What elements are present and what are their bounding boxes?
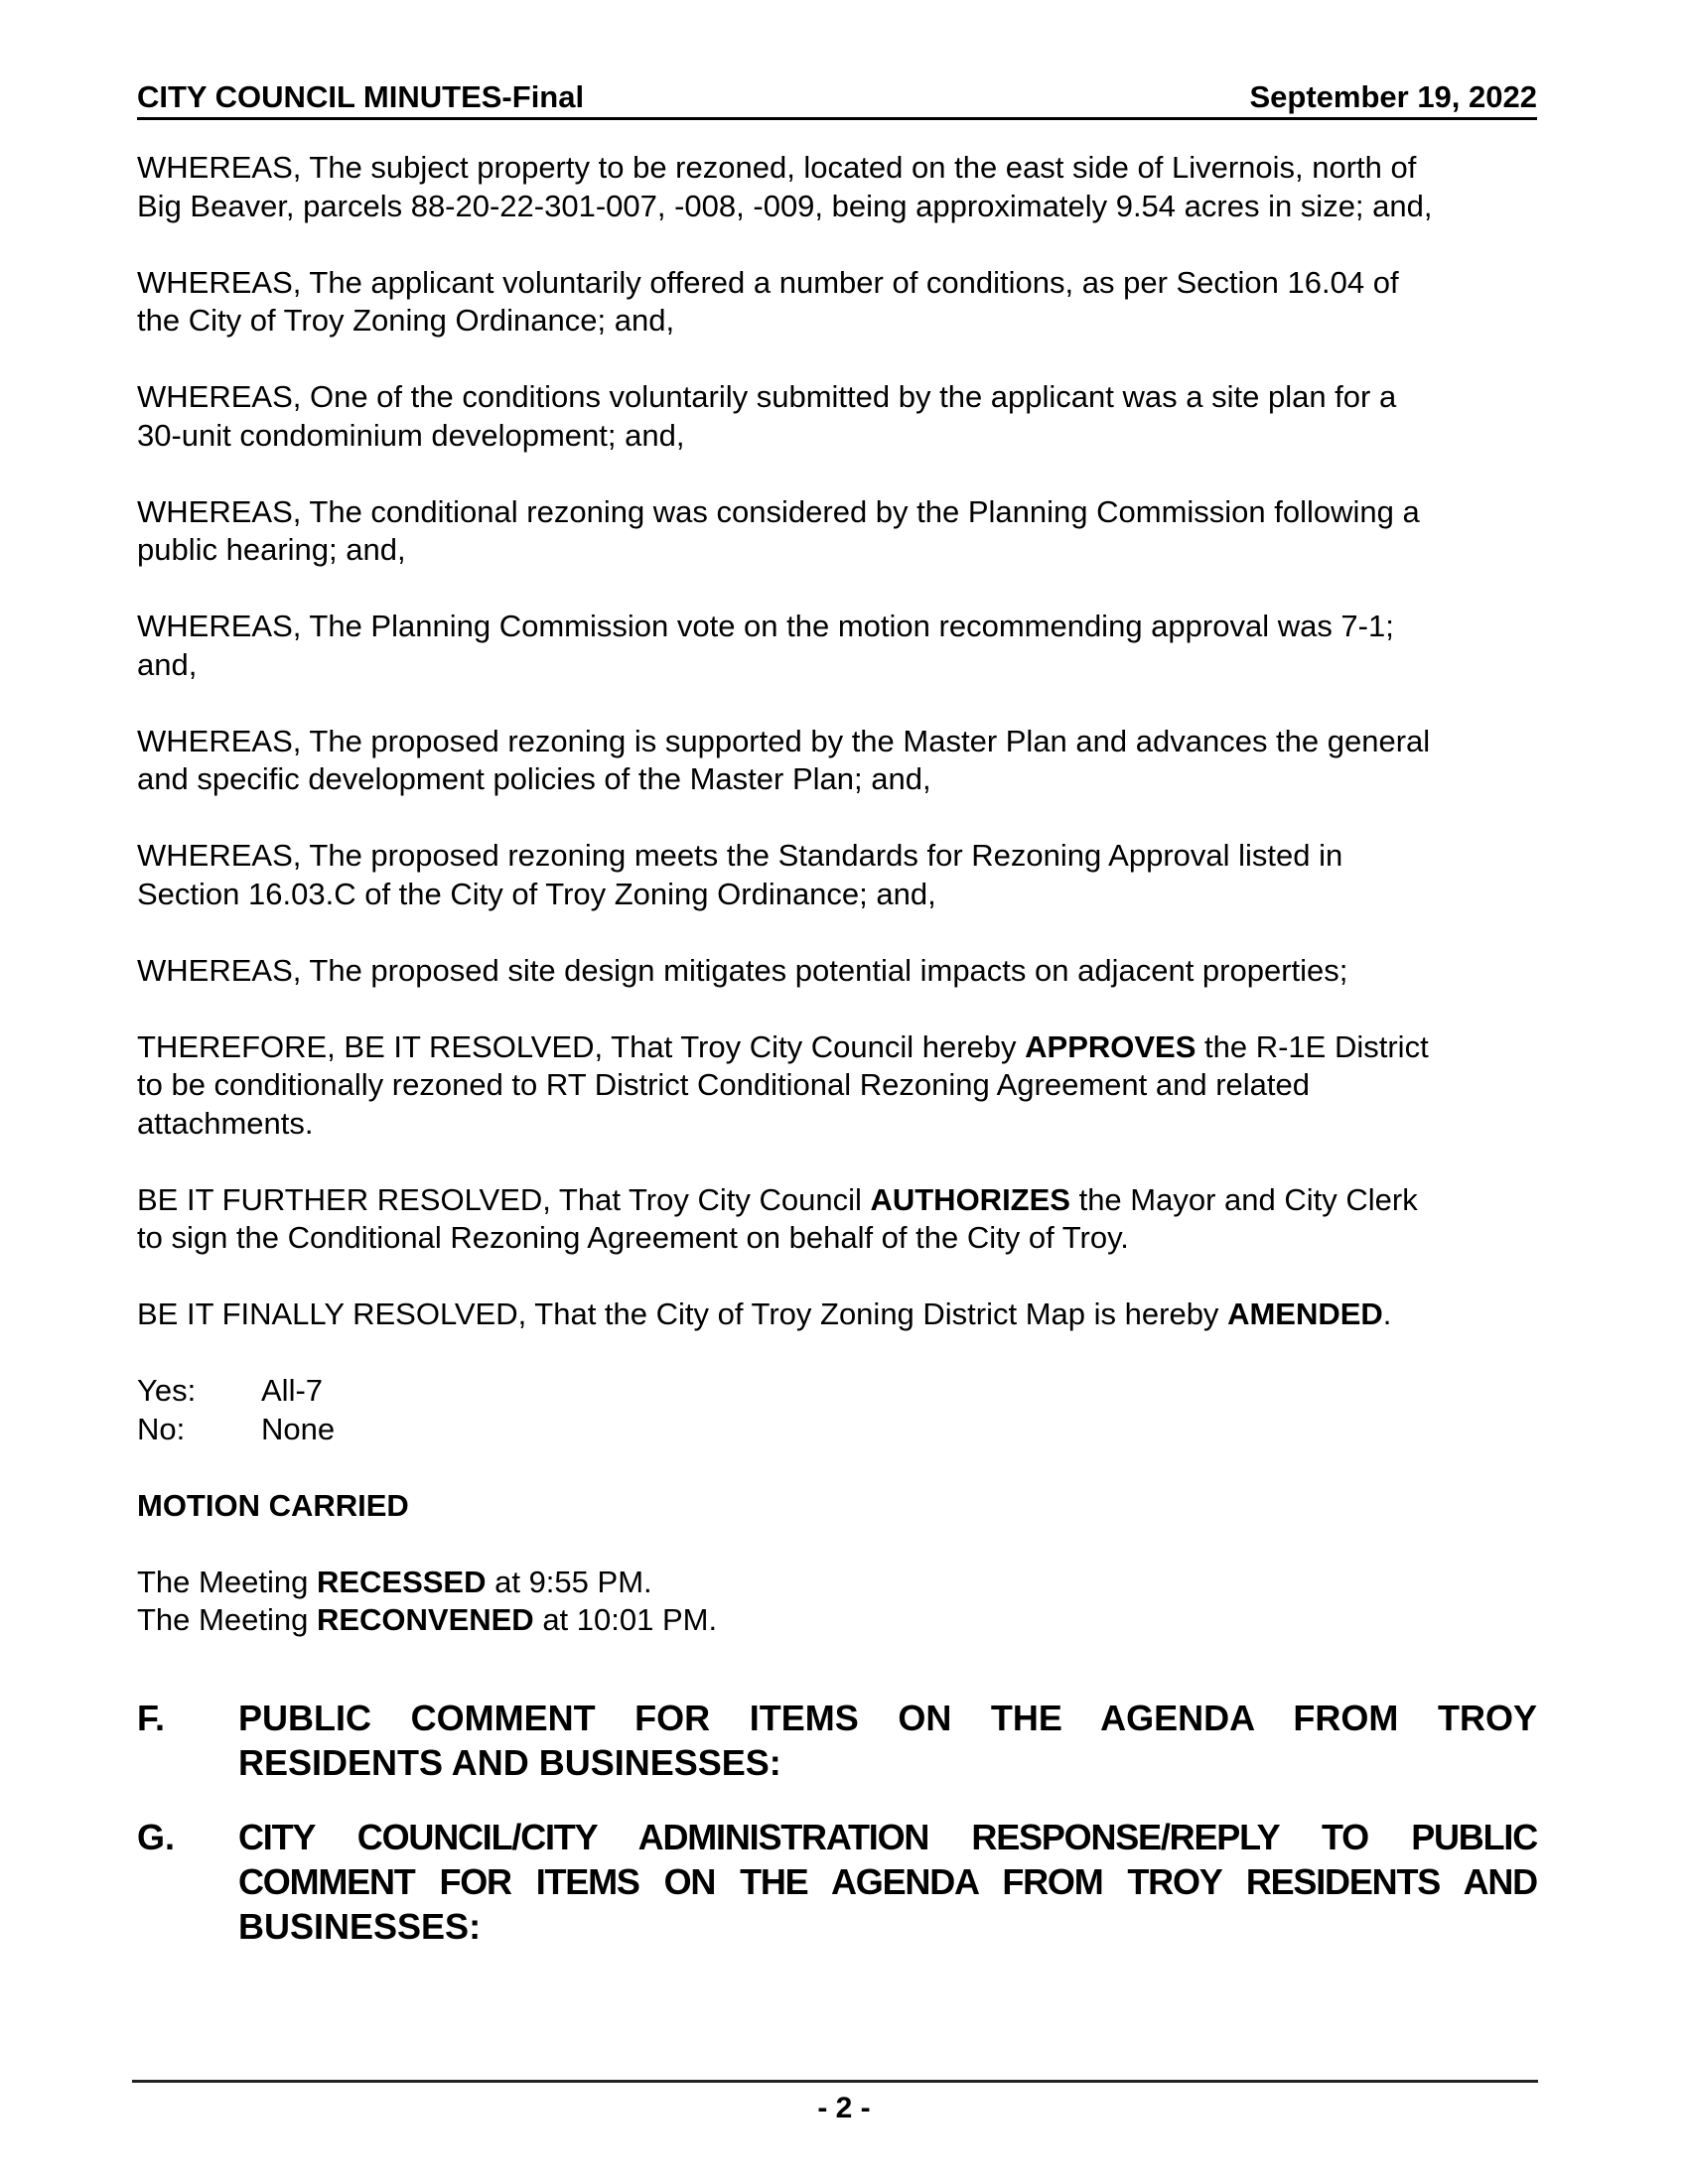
text-line: and specific development policies of the Master Plan; and, [137,761,931,796]
agenda-sections [137,1696,1537,1979]
text-line: WHEREAS, The conditional rezoning was considered by the Planning Commission following a [137,493,1420,529]
text-run: THEREFORE, BE IT RESOLVED, That Troy City Council hereby [137,1028,1026,1064]
recessed-emphasis: RECESSED [316,1564,487,1599]
whereas-paragraph [137,378,1547,455]
vote-tally [137,1372,1547,1448]
reconvene-line [137,1601,1547,1640]
vote-no-row [137,1411,1547,1449]
heading-line: PUBLIC COMMENT FOR ITEMS ON THE AGENDA FROM TROY [238,1698,1537,1738]
text-run: the Mayor and City Clerk [1069,1181,1418,1217]
text-line: WHEREAS, The applicant voluntarily offered a number of conditions, as per Section 16.04 of [137,264,1399,300]
vote-no-value: None [261,1411,336,1446]
text-line: Big Beaver, parcels 88-20-22-301-007, -008, -009, being approximately 9.54 acres in size; and, [137,188,1433,223]
section-letter: G. [137,1817,176,1857]
text-run: The Meeting [137,1564,317,1599]
section-g [137,1815,1537,1949]
motion-carried-text: MOTION CARRIED [137,1487,409,1523]
text-line: attachments. [137,1105,314,1141]
page-header [137,79,1537,120]
text-line: WHEREAS, One of the conditions voluntarily submitted by the applicant was a site plan for a [137,379,1397,414]
section-heading [238,1815,1537,1949]
meeting-date: September 19, 2022 [1249,79,1537,114]
whereas-paragraph [137,149,1547,225]
resolution-further [137,1181,1547,1258]
text-line: WHEREAS, The proposed rezoning meets the Standards for Rezoning Approval listed in [137,838,1343,873]
text-run: . [1382,1297,1392,1331]
whereas-paragraph [137,608,1547,684]
text-line [137,1296,1547,1334]
heading-line: BUSINESSES: [238,1906,482,1947]
reconvened-emphasis: RECONVENED [316,1602,534,1637]
document-body [137,149,1547,1678]
text-line: to be conditionally rezoned to RT District Conditional Rezoning Agreement and related [137,1067,1310,1102]
authorizes-emphasis: AUTHORIZES [870,1181,1070,1217]
document-title: CITY COUNCIL MINUTES-Final [137,79,585,114]
section-heading [238,1696,1537,1785]
text-line: and, [137,646,198,682]
text-line: to sign the Conditional Rezoning Agreement on behalf of the City of Troy. [137,1220,1129,1255]
heading-line: COMMENT FOR ITEMS ON THE AGENDA FROM TROY RESIDENTS AND [238,1861,1537,1902]
recess-line [137,1564,1547,1602]
vote-yes-row [137,1372,1547,1411]
whereas-paragraph [137,952,1547,991]
whereas-paragraph [137,837,1547,913]
text-line [137,1028,1547,1067]
amended-emphasis: AMENDED [1227,1297,1383,1331]
text-run: at 10:01 PM. [533,1602,718,1637]
text-run: at 9:55 PM. [486,1564,652,1599]
whereas-paragraph [137,264,1547,341]
heading-line: RESIDENTS AND BUSINESSES: [238,1742,781,1783]
text-line: WHEREAS, The proposed rezoning is supported by the Master Plan and advances the general [137,723,1431,758]
text-line: the City of Troy Zoning Ordinance; and, [137,303,675,338]
vote-yes-label: Yes: [137,1373,197,1408]
text-line: Section 16.03.C of the City of Troy Zoning Ordinance; and, [137,876,936,911]
text-line: WHEREAS, The Planning Commission vote on the motion recommending approval was 7-1; [137,609,1394,643]
text-run: the R-1E District [1196,1028,1429,1064]
motion-result [137,1487,1547,1526]
resolution-finally [137,1296,1547,1334]
text-line: 30-unit condominium development; and, [137,417,685,453]
vote-no-label: No: [137,1411,186,1446]
heading-line: CITY COUNCIL/CITY ADMINISTRATION RESPONSE/REPLY TO PUBLIC [238,1817,1537,1857]
footer-divider [132,2080,1538,2083]
section-letter: F. [137,1698,166,1738]
text-line [137,1181,1547,1220]
text-run: The Meeting [137,1602,317,1637]
text-line: WHEREAS, The proposed site design mitigates potential impacts on adjacent properties; [137,952,1348,988]
vote-yes-value: All-7 [261,1373,324,1408]
text-run: BE IT FURTHER RESOLVED, That Troy City Council [137,1181,871,1217]
approves-emphasis: APPROVES [1025,1028,1196,1064]
section-f [137,1696,1537,1785]
page-number: - 2 - [817,2092,871,2124]
text-run: BE IT FINALLY RESOLVED, That the City of Troy Zoning District Map is hereby [137,1297,1228,1331]
text-line: WHEREAS, The subject property to be rezoned, located on the east side of Livernois, north of [137,150,1417,185]
recess-notes [137,1564,1547,1640]
whereas-paragraph [137,723,1547,799]
resolution-therefore [137,1028,1547,1144]
whereas-paragraph [137,493,1547,570]
text-line: public hearing; and, [137,532,406,567]
